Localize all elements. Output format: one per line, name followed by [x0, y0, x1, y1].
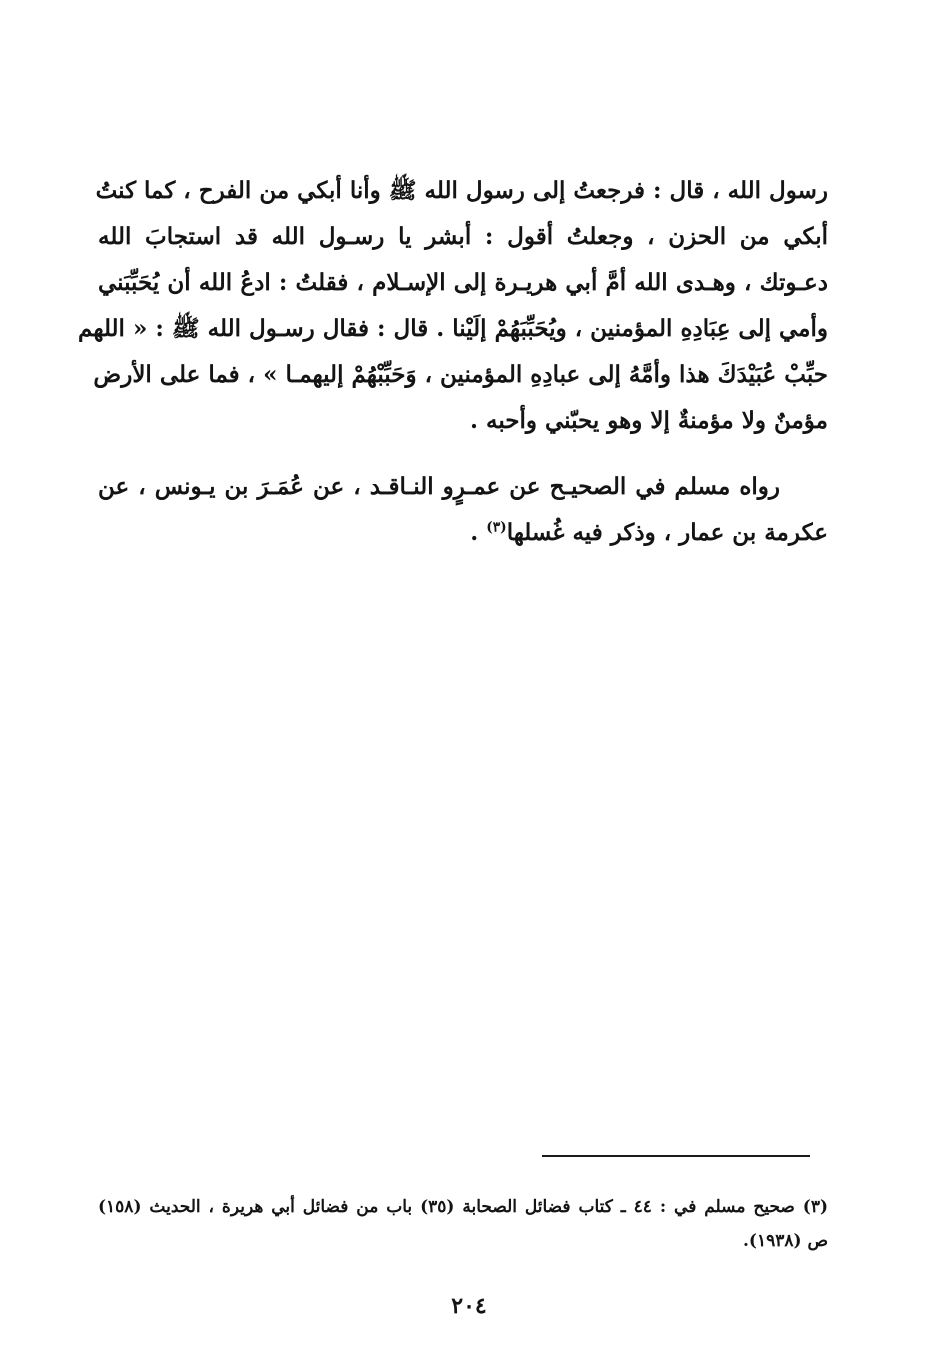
text-line-2: أبكي من الحزن ، وجعلتُ أقول : أبشر يا رسـول الله قد استجابَ الله: [98, 223, 828, 250]
footnote-separator: [542, 1155, 810, 1157]
footnote-line-2: ص (١٩٣٨).: [742, 1231, 828, 1251]
narration-line-2: [98, 510, 828, 556]
footnote-marker[interactable]: (٣): [486, 519, 507, 536]
text-line-6: مؤمنٌ ولا مؤمنةٌ إلا وهو يحبّني وأحبه .: [469, 407, 828, 434]
text-line-1: رسول الله ، قال : فرجعتُ إلى رسول الله ﷺ وأنا أبكي من الفرح ، كما كنتُ: [95, 177, 828, 204]
page-number: ٢٠٤: [451, 1293, 487, 1319]
text-line-5: حبِّبْ عُبَيْدَكَ هذا وأمَّهُ إلى عبادِهِ المؤمنين ، وَحَبِّبْهُمْ إليهمـا » ، فما على الأرض: [93, 361, 828, 388]
footnote-line-1: (٣) صحيح مسلم في : ٤٤ ـ كتاب فضائل الصحابة (٣٥) باب من فضائل أبي هريرة ، الحديث (١٥٨): [98, 1197, 829, 1217]
narration-line-2-text: عكرمة بن عمار ، وذكر فيه غُسلها: [506, 519, 828, 546]
narration-paragraph: [98, 464, 828, 556]
text-line-4: وأمي إلى عِبَادِهِ المؤمنين ، ويُحَبِّبَهُمْ إلَيْنا . قال : فقال رسـول الله ﷺ : « اللهم: [78, 315, 828, 342]
footnote: [98, 1190, 828, 1258]
narration-line-1: رواه مسلم في الصحيـح عن عمـرٍو النـاقـد ، عن عُمَـرَ بن يـونس ، عن: [98, 473, 780, 500]
narration-line-2-end: .: [470, 519, 487, 546]
text-line-3: دعـوتك ، وهـدى الله أمَّ أبي هريـرة إلى الإسـلام ، فقلتُ : ادعُ الله أن يُحَبِّبَني: [98, 269, 828, 296]
main-paragraph: [78, 168, 828, 444]
